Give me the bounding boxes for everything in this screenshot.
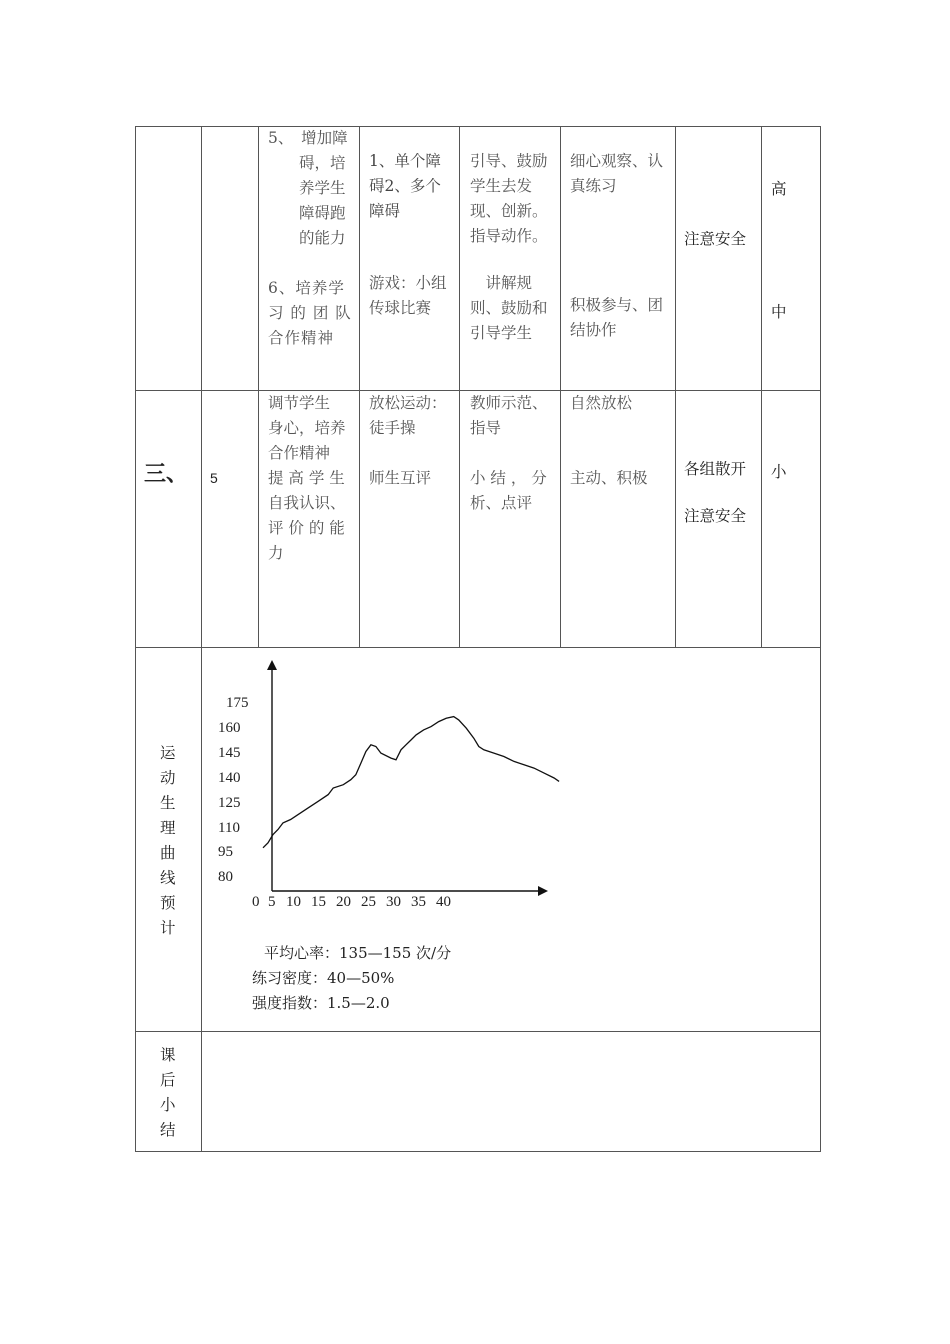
x-tick-label: 40 xyxy=(436,894,451,910)
student-active: 主动、积极 xyxy=(570,469,648,487)
x-tick-label: 0 xyxy=(252,894,260,910)
organization-safety-2: 注意安全 xyxy=(684,507,747,525)
student-participate: 积极参与、团 结协作 xyxy=(570,296,664,339)
y-tick-label: 145 xyxy=(218,744,241,761)
x-tick-label: 25 xyxy=(361,894,376,910)
intensity-low: 小 xyxy=(771,463,787,481)
student-observe: 细心观察、认 真练习 xyxy=(570,152,664,195)
y-tick-label: 80 xyxy=(218,869,233,886)
organization-disperse: 各组散开 xyxy=(684,460,747,478)
intensity-index: 强度指数：1.5—2.0 xyxy=(252,994,390,1012)
practice-density: 练习密度：40—50% xyxy=(252,969,395,987)
teacher-summary: 小 结 ， 分 析、点评 xyxy=(470,469,547,512)
content-review: 师生互评 xyxy=(369,469,432,487)
y-tick-label: 140 xyxy=(218,769,241,786)
teacher-demo: 教师示范、 指导 xyxy=(470,394,548,437)
section-number: 三、 xyxy=(144,461,189,487)
teacher-guidance: 引导、鼓励 学生去发 现、创新。 指导动作。 xyxy=(470,152,548,245)
objectives-relax: 调节学生 身心，培养 合作精神 提 高 学 生 自我认识、 评 价 的 能 力 xyxy=(268,394,346,562)
x-tick-label: 30 xyxy=(386,894,401,910)
x-tick-label: 15 xyxy=(311,894,326,910)
y-tick-label: 95 xyxy=(218,844,233,861)
y-tick-label: 110 xyxy=(218,819,240,836)
x-tick-label: 10 xyxy=(286,894,301,910)
avg-heart-rate: 平均心率：135—155 次/分 xyxy=(264,944,452,962)
student-relax: 自然放松 xyxy=(570,394,633,412)
teacher-explain: 讲解规 则、鼓励和 引导学生 xyxy=(470,274,548,342)
content-obstacles: 1、单个障 碍2、多个 障碍 xyxy=(369,152,441,220)
objective-5: 5、 增加障 碍，培 养学生 障碍跑 的能力 xyxy=(268,129,348,247)
curve-section-label: 运 动 生 理 曲 线 预 计 xyxy=(160,744,176,937)
y-tick-label: 125 xyxy=(218,794,241,811)
objective-6: 6、培养学 习 的 团 队 合作精神 xyxy=(268,279,352,347)
y-tick-label: 175 xyxy=(226,695,249,711)
intensity-medium: 中 xyxy=(771,303,787,321)
heart-rate-curve xyxy=(263,717,559,848)
summary-section-label: 课 后 小 结 xyxy=(160,1046,176,1139)
x-tick-label: 20 xyxy=(336,894,351,910)
intensity-high: 高 xyxy=(771,180,787,198)
organization-safety: 注意安全 xyxy=(684,230,747,248)
section-time: 5 xyxy=(210,470,218,486)
content-game: 游戏：小组 传球比赛 xyxy=(369,274,447,317)
x-tick-label: 5 xyxy=(268,894,276,910)
content-relax: 放松运动： 徒手操 xyxy=(369,394,447,437)
x-tick-label: 35 xyxy=(411,894,426,910)
y-tick-label: 160 xyxy=(218,719,241,736)
